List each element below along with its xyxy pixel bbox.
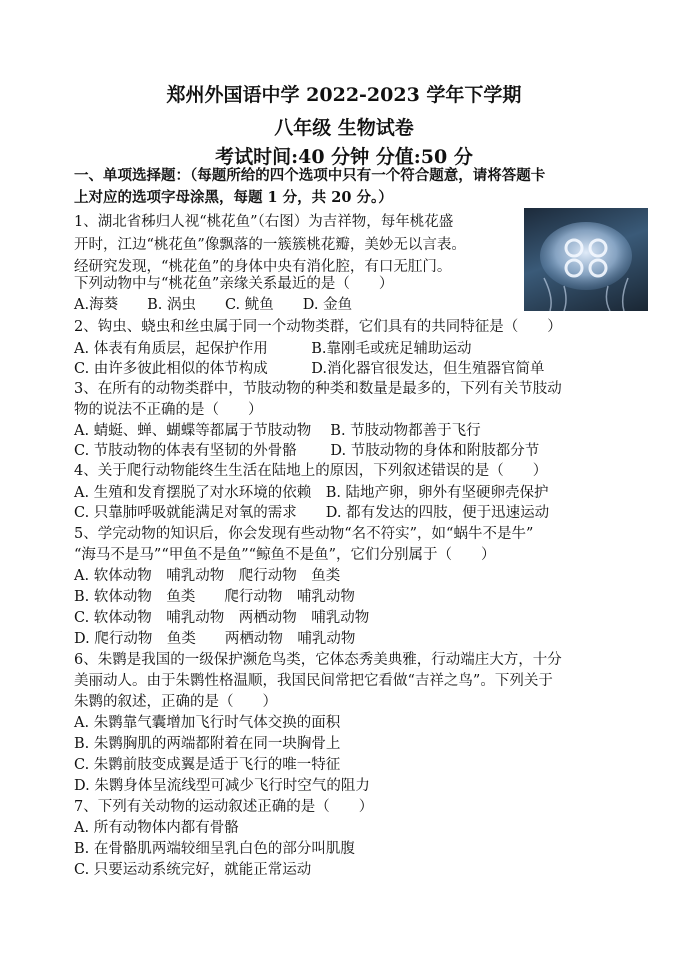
q3-line2: 物的说法不正确的是（ ） bbox=[74, 402, 263, 418]
q2-options-cd: C. 由许多彼此相似的体节构成 D.消化器官很发达，但生殖器官简单 bbox=[74, 361, 545, 377]
q3-options-ab: A. 蜻蜓、蝉、蝴蝶等都属于节肢动物 B. 节肢动物都善于飞行 bbox=[74, 423, 481, 439]
q4-stem: 4、关于爬行动物能终生生活在陆地上的原因，下列叙述错误的是（ ） bbox=[74, 463, 548, 479]
q1-line4: 下列动物中与“桃花鱼”亲缘关系最近的是（ ） bbox=[74, 276, 394, 292]
exam-title-school: 郑州外国语中学 2022-2023 学年下学期 bbox=[166, 84, 522, 106]
q6-line2: 美丽动人。由于朱鹮性格温顺，我国民间常把它看做“吉祥之鸟”。下列关于 bbox=[74, 673, 553, 689]
q6-line3: 朱鹮的叙述，正确的是（ ） bbox=[74, 694, 277, 710]
q4-options-ab: A. 生殖和发育摆脱了对水环境的依赖 B. 陆地产卵，卵外有坚硬卵壳保护 bbox=[74, 485, 549, 501]
q5-option-b: B. 软体动物 鱼类 爬行动物 哺乳动物 bbox=[74, 589, 355, 605]
q7-option-c: C. 只要运动系统完好，就能正常运动 bbox=[74, 862, 312, 878]
q6-option-a: A. 朱鹮靠气囊增加飞行时气体交换的面积 bbox=[74, 715, 341, 731]
q6-line1: 6、朱鹮是我国的一级保护濒危鸟类，它体态秀美典雅，行动端庄大方，十分 bbox=[74, 652, 562, 668]
section-heading-line1: 一、单项选择题：（每题所给的四个选项中只有一个符合题意，请将答题卡 bbox=[74, 167, 546, 184]
q4-options-cd: C. 只靠肺呼吸就能满足对氧的需求 D. 都有发达的四肢，便于迅速运动 bbox=[74, 505, 550, 521]
q6-option-b: B. 朱鹮胸肌的两端都附着在同一块胸骨上 bbox=[74, 736, 341, 752]
q3-options-cd: C. 节肢动物的体表有坚韧的外骨骼 D. 节肢动物的身体和附肢都分节 bbox=[74, 443, 540, 459]
q5-option-d: D. 爬行动物 鱼类 两栖动物 哺乳动物 bbox=[74, 631, 356, 647]
q6-option-d: D. 朱鹮身体呈流线型可减少飞行时空气的阻力 bbox=[74, 778, 370, 794]
q6-option-c: C. 朱鹮前肢变成翼是适于飞行的唯一特征 bbox=[74, 757, 341, 773]
q1-line3: 经研究发现，“桃花鱼”的身体中央有消化腔，有口无肛门。 bbox=[74, 259, 452, 275]
section-heading-line2: 上对应的选项字母涂黑，每题 1 分，共 20 分。） bbox=[74, 189, 393, 206]
exam-time-score: 考试时间:40 分钟 分值:50 分 bbox=[215, 146, 473, 168]
q5-option-c: C. 软体动物 哺乳动物 两栖动物 哺乳动物 bbox=[74, 610, 370, 626]
exam-title-subject: 八年级 生物试卷 bbox=[274, 117, 414, 139]
q5-line1: 5、学完动物的知识后，你会发现有些动物“名不符实”，如“蜗牛不是牛” bbox=[74, 526, 534, 542]
q1-line2: 开时，江边“桃花鱼”像飘落的一簇簇桃花瓣，美妙无以言表。 bbox=[74, 237, 466, 253]
q7-stem: 7、下列有关动物的运动叙述正确的是（ ） bbox=[74, 799, 374, 815]
q1-options: A.海葵 B. 涡虫 C. 鱿鱼 D. 金鱼 bbox=[74, 297, 353, 313]
q1-line1: 1、湖北省秭归人视“桃花鱼”（右图）为吉祥物，每年桃花盛 bbox=[74, 214, 454, 230]
jellyfish-photo-icon bbox=[524, 208, 648, 311]
q5-option-a: A. 软体动物 哺乳动物 爬行动物 鱼类 bbox=[74, 568, 341, 584]
q2-stem: 2、钩虫、蛲虫和丝虫属于同一个动物类群，它们具有的共同特征是（ ） bbox=[74, 319, 562, 335]
q7-option-b: B. 在骨骼肌两端较细呈乳白色的部分叫肌腹 bbox=[74, 841, 355, 857]
q7-option-a: A. 所有动物体内都有骨骼 bbox=[74, 820, 239, 836]
q2-options-ab: A. 体表有角质层，起保护作用 B.靠刚毛或疣足辅助运动 bbox=[74, 341, 472, 357]
q3-line1: 3、在所有的动物类群中，节肢动物的种类和数量是最多的，下列有关节肢动 bbox=[74, 381, 562, 397]
q5-line2: “海马不是马”“甲鱼不是鱼”“鲸鱼不是鱼”，它们分别属于（ ） bbox=[74, 547, 496, 563]
